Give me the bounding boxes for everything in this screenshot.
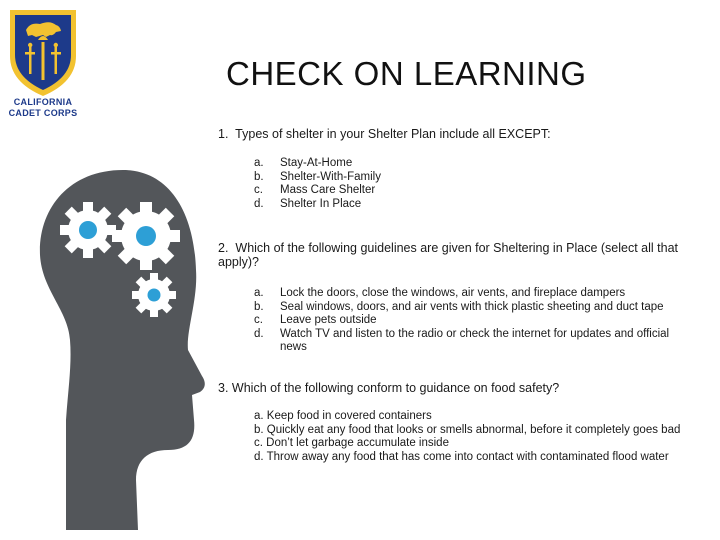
list-item (254, 314, 694, 328)
option-letter: d. (254, 197, 264, 210)
list-item (254, 328, 694, 355)
option-letter: a. (254, 157, 264, 169)
head-with-gears-icon (28, 150, 208, 535)
option-letter: d. (254, 327, 264, 340)
shield-emblem-icon (6, 6, 80, 98)
list-item: b. Quickly eat any food that looks or smells abnormal, before it completely goes bad (254, 423, 681, 436)
list-item (254, 198, 381, 212)
question-3-text: Which of the following conform to guidance on food safety? (231, 381, 560, 395)
question-1-text: Types of shelter in your Shelter Plan include all EXCEPT: (235, 127, 551, 141)
option-text: Watch TV and listen to the radio or check the internet for updates and official news (280, 327, 670, 354)
option-letter: b. (254, 300, 264, 313)
question-3-options (254, 410, 694, 464)
question-3 (218, 381, 559, 395)
option-text: Seal windows, doors, and air vents with thick plastic sheeting and duct tape (280, 300, 664, 313)
option-letter: c. (254, 184, 263, 197)
list-item (254, 184, 381, 198)
page-title: CHECK ON LEARNING (226, 55, 587, 92)
question-1 (218, 127, 551, 141)
option-text: Stay-At-Home (280, 157, 353, 169)
option-text: Leave pets outside (280, 314, 377, 327)
question-3-number: 3. (218, 381, 229, 395)
list-item (254, 301, 694, 315)
logo-line-1: CALIFORNIA (13, 97, 73, 107)
option-text: Shelter-With-Family (280, 170, 381, 183)
logo-line-2: CADET CORPS (8, 108, 78, 118)
option-letter: b. (254, 170, 264, 183)
list-item (254, 287, 694, 301)
list-item: d. Throw away any food that has come into contact with contaminated flood water (254, 450, 669, 463)
list-item (254, 157, 381, 171)
option-letter: a. (254, 287, 264, 299)
cadet-corps-logo (6, 6, 80, 98)
option-letter: c. (254, 314, 263, 327)
option-text: Lock the doors, close the windows, air vents, and fireplace dampers (280, 287, 626, 299)
question-2-text: Which of the following guidelines are given for Sheltering in Place (select all that apply)? (218, 241, 678, 269)
list-item: a. Keep food in covered containers (254, 410, 432, 422)
option-text: Mass Care Shelter (280, 184, 376, 197)
question-2-options (254, 287, 694, 355)
question-1-number: 1. (218, 127, 229, 141)
question-2-number: 2. (218, 241, 229, 255)
question-1-options (254, 157, 381, 211)
option-text: Shelter In Place (280, 197, 362, 210)
list-item: c. Don’t let garbage accumulate inside (254, 437, 449, 450)
question-2 (218, 241, 700, 269)
list-item (254, 171, 381, 185)
